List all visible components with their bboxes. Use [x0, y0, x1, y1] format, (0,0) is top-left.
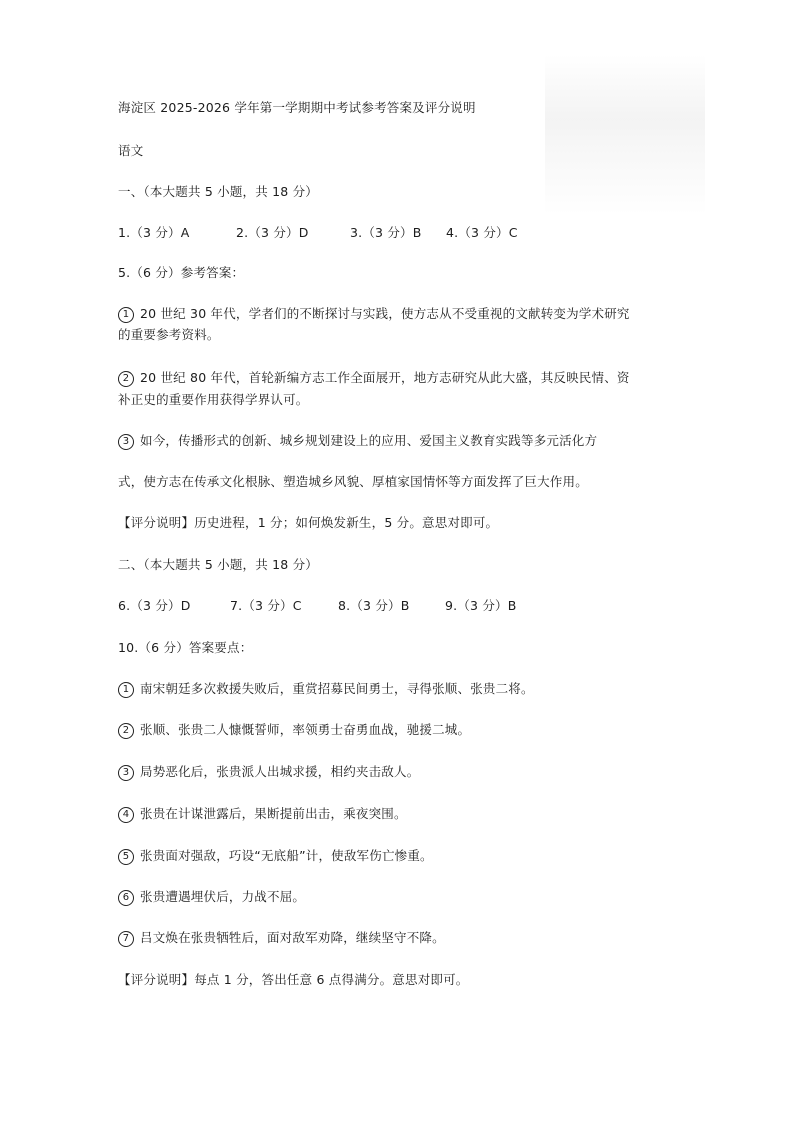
q10-point-2	[118, 722, 470, 739]
q10-point-6	[118, 889, 305, 906]
section1-answers	[118, 225, 678, 241]
answer-8: 8.（3 分）B	[338, 598, 410, 613]
circled-number-2: 2	[118, 723, 134, 739]
answer-7: 7.（3 分）C	[230, 598, 302, 613]
answer-6: 6.（3 分）D	[118, 598, 191, 613]
circled-number-4: 4	[118, 807, 134, 823]
q5-point-1	[118, 306, 630, 323]
answer-3: 3.（3 分）B	[350, 225, 422, 240]
answer-4: 4.（3 分）C	[446, 225, 518, 240]
q5-point-2-line1: 20 世纪 80 年代，首轮新编方志工作全面展开，地方志研究从此大盛，其反映民情、资	[140, 370, 630, 385]
document-title: 海淀区 2025-2026 学年第一学期期中考试参考答案及评分说明	[118, 100, 476, 115]
q10-scoring-note: 【评分说明】每点 1 分，答出任意 6 点得满分。意思对即可。	[118, 972, 469, 987]
answer-9: 9.（3 分）B	[445, 598, 517, 613]
circled-number-7: 7	[118, 931, 134, 947]
subject-label: 语文	[118, 143, 144, 158]
answer-1: 1.（3 分）A	[118, 225, 190, 240]
circled-number-1: 1	[118, 307, 134, 323]
q5-point-2	[118, 370, 630, 387]
scan-shading	[545, 55, 705, 215]
section2-heading: 二、（本大题共 5 小题，共 18 分）	[118, 557, 319, 572]
q10-point-6-text: 张贵遭遇埋伏后，力战不屈。	[140, 889, 306, 904]
q10-heading: 10.（6 分）答案要点：	[118, 640, 253, 655]
q5-point-3-line2: 式，使方志在传承文化根脉、塑造城乡风貌、厚植家国情怀等方面发挥了巨大作用。	[118, 474, 588, 489]
q5-point-3	[118, 433, 597, 450]
q5-point-2-line2: 补正史的重要作用获得学界认可。	[118, 392, 309, 407]
q10-point-1-text: 南宋朝廷多次救援失败后，重赏招募民间勇士，寻得张顺、张贵二将。	[140, 681, 534, 696]
q10-point-3-text: 局势恶化后，张贵派人出城求援，相约夹击敌人。	[140, 764, 420, 779]
answer-2: 2.（3 分）D	[236, 225, 309, 240]
q5-point-3-line1: 如今，传播形式的创新、城乡规划建设上的应用、爱国主义教育实践等多元活化方	[140, 433, 598, 448]
circled-number-5: 5	[118, 849, 134, 865]
q10-point-2-text: 张顺、张贵二人慷慨誓师，率领勇士奋勇血战，驰援二城。	[140, 722, 471, 737]
circled-number-6: 6	[118, 890, 134, 906]
q10-point-4-text: 张贵在计谋泄露后，果断提前出击，乘夜突围。	[140, 806, 407, 821]
circled-number-3: 3	[118, 434, 134, 450]
q10-point-7-text: 吕文焕在张贵牺牲后，面对敌军劝降，继续坚守不降。	[140, 930, 445, 945]
section2-answers	[118, 598, 678, 614]
q5-heading: 5.（6 分）参考答案：	[118, 265, 245, 280]
section1-heading: 一、（本大题共 5 小题，共 18 分）	[118, 184, 319, 199]
q10-point-5-text: 张贵面对强敌，巧设“无底船”计，使敌军伤亡惨重。	[140, 848, 433, 863]
q10-point-5	[118, 848, 433, 865]
q5-point-1-line1: 20 世纪 30 年代，学者们的不断探讨与实践，使方志从不受重视的文献转变为学术研究	[140, 306, 630, 321]
q10-point-3	[118, 764, 419, 781]
circled-number-2: 2	[118, 371, 134, 387]
q5-scoring-note: 【评分说明】历史进程，1 分；如何焕发新生，5 分。意思对即可。	[118, 515, 499, 530]
q10-point-4	[118, 806, 407, 823]
q5-point-1-line2: 的重要参考资料。	[118, 327, 220, 342]
q10-point-7	[118, 930, 445, 947]
circled-number-1: 1	[118, 682, 134, 698]
q10-point-1	[118, 681, 534, 698]
circled-number-3: 3	[118, 765, 134, 781]
